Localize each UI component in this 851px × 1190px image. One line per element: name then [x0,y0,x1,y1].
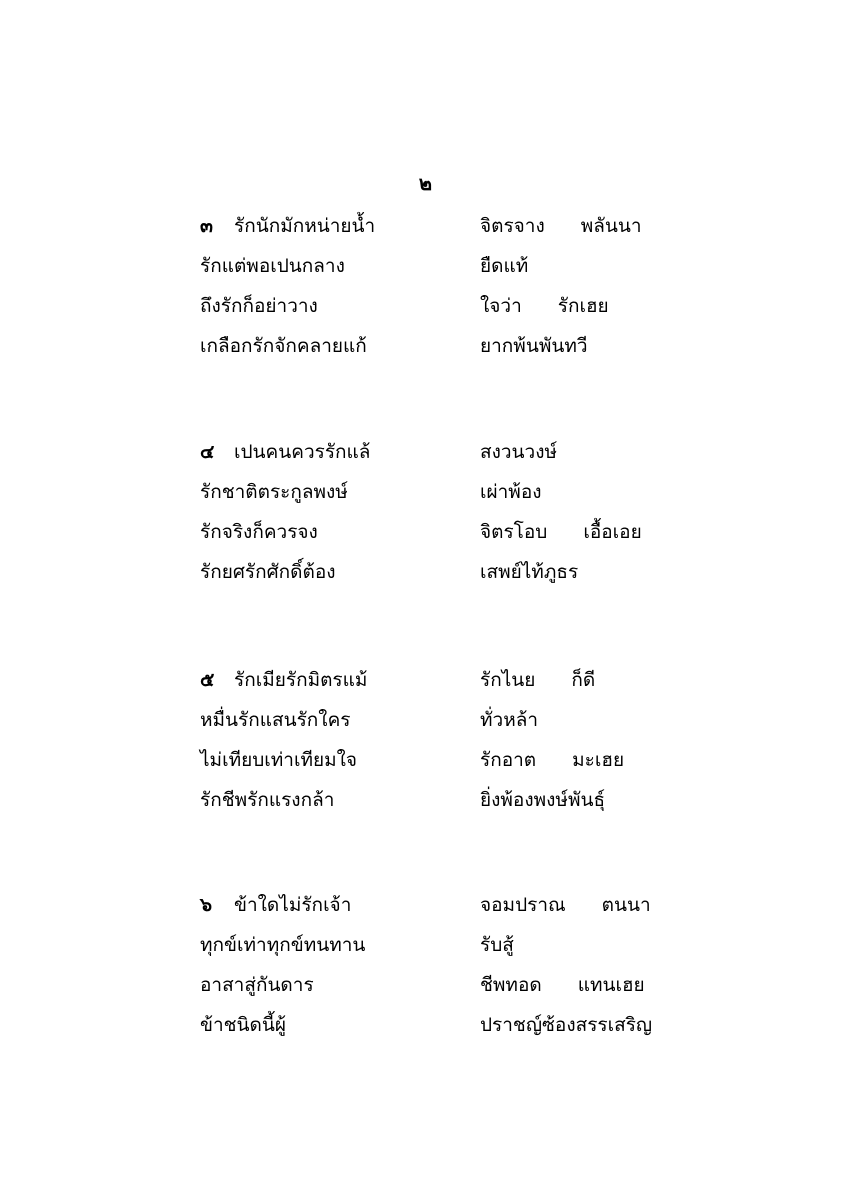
verse-left-half [200,432,370,472]
verse-right-text: เสพย์ไท้ภูธร [480,561,579,583]
stanza [200,206,670,366]
verse-right-tail: แทนเฮย [577,974,645,996]
verse-right-half [480,965,645,1005]
verse-left-text: ทุกข์เท่าทุกข์ทนทาน [200,934,366,956]
verse-left-text: หมื่นรักแสนรักใคร [200,709,351,731]
verse-right-text: รับสู้ [480,934,514,956]
verse-right-half [480,700,538,740]
page-number: ๒ [418,171,433,195]
verse-left-half [200,965,314,1005]
verse-right-half [480,246,528,286]
verse-right-half [480,925,514,965]
verse-left-text: อาสาสู่กันดาร [200,974,314,996]
verse-left-half [200,740,357,780]
verse-left-text: รักนักมักหน่ายน้ำ [234,215,376,237]
verse-line [200,552,670,592]
verse-left-text: รักยศรักศักดิ์ต้อง [200,561,336,583]
stanza [200,432,670,592]
verse-line [200,286,670,326]
verse-left-half [200,326,367,366]
verse-left-half [200,512,318,552]
verse-left-half [200,246,345,286]
verse-right-text: ใจว่า [480,295,522,317]
verse-right-tail: พลันนา [580,215,642,237]
verse-line [200,700,670,740]
verse-right-text: ชีพทอด [480,974,542,996]
verse-right-half [480,740,624,780]
verse-line [200,206,670,246]
verse-left-text: รักเมียรักมิตรแม้ [234,669,368,691]
stanza-number: ๖ [200,894,213,916]
verse-left-half [200,286,318,326]
verse-line [200,965,670,1005]
stanza [200,660,670,820]
verse-right-half [480,432,557,472]
verse-right-half [480,1005,652,1045]
verse-line [200,472,670,512]
verse-line [200,660,670,700]
stanza [200,885,670,1045]
verse-right-half [480,512,642,552]
verse-left-half [200,700,350,740]
verse-left-half [200,1005,286,1045]
verse-line [200,512,670,552]
verse-right-tail: มะเฮย [572,749,625,771]
verse-right-text: ยืดแท้ [480,255,529,277]
verse-right-half [480,885,651,925]
verse-line [200,740,670,780]
verse-right-half [480,472,542,512]
verse-line [200,432,670,472]
verse-right-text: เผ่าพ้อง [480,481,542,503]
verse-line [200,1005,670,1045]
verse-right-tail: เอื้อเอย [583,521,642,543]
stanza-number: ๔ [200,441,215,463]
verse-left-text: ข้าชนิดนี้ผู้ [200,1014,287,1036]
verse-left-half [200,660,367,700]
verse-left-half [200,206,375,246]
verse-line [200,780,670,820]
verse-right-text: จอมปราณ [480,894,566,916]
verse-right-text: จิตรโอบ [480,521,548,543]
verse-right-half [480,660,595,700]
verse-right-text: ทั่วหล้า [480,709,539,731]
verse-left-text: รักชาติตระกูลพงษ์ [200,481,348,503]
verse-right-tail: รักเฮย [557,295,609,317]
verse-right-text: ยากพ้นพันทวี [480,335,588,357]
verse-right-text: รักอาต [480,749,537,771]
verse-left-half [200,780,334,820]
verse-line [200,326,670,366]
verse-right-text: รักไนย [480,669,536,691]
verse-left-text: รักแต่พอเปนกลาง [200,255,345,277]
verse-left-text: เปนคนควรรักแล้ [234,441,371,463]
verse-right-half [480,206,642,246]
verse-line [200,925,670,965]
verse-left-half [200,472,348,512]
verse-left-text: ข้าใดไม่รักเจ้า [234,894,352,916]
stanza-number: ๓ [200,215,213,237]
verse-left-half [200,552,336,592]
verse-left-text: รักชีพรักแรงกล้า [200,789,335,811]
verse-right-text: จิตรจาง [480,215,545,237]
verse-right-half [480,780,605,820]
verse-left-half [200,885,351,925]
verse-right-half [480,552,578,592]
verse-right-half [480,286,609,326]
verse-right-half [480,326,588,366]
verse-left-half [200,925,365,965]
verse-line [200,246,670,286]
verse-right-tail: ตนนา [601,894,651,916]
verse-left-text: ไม่เทียบเท่าเทียมใจ [200,749,358,771]
verse-right-tail: ก็ดี [571,669,596,691]
stanza-number: ๕ [200,669,215,691]
verse-left-text: เกลือกรักจักคลายแก้ [200,335,367,357]
verse-line [200,885,670,925]
verse-left-text: ถึงรักก็อย่าวาง [200,295,318,317]
verse-right-text: ยิ่งพ้องพงษ์พันธุ์ [480,789,606,811]
verse-right-text: สงวนวงษ์ [480,441,558,463]
verse-right-text: ปราชญ์ซ้องสรรเสริญ [480,1014,653,1036]
verse-left-text: รักจริงก็ควรจง [200,521,318,543]
